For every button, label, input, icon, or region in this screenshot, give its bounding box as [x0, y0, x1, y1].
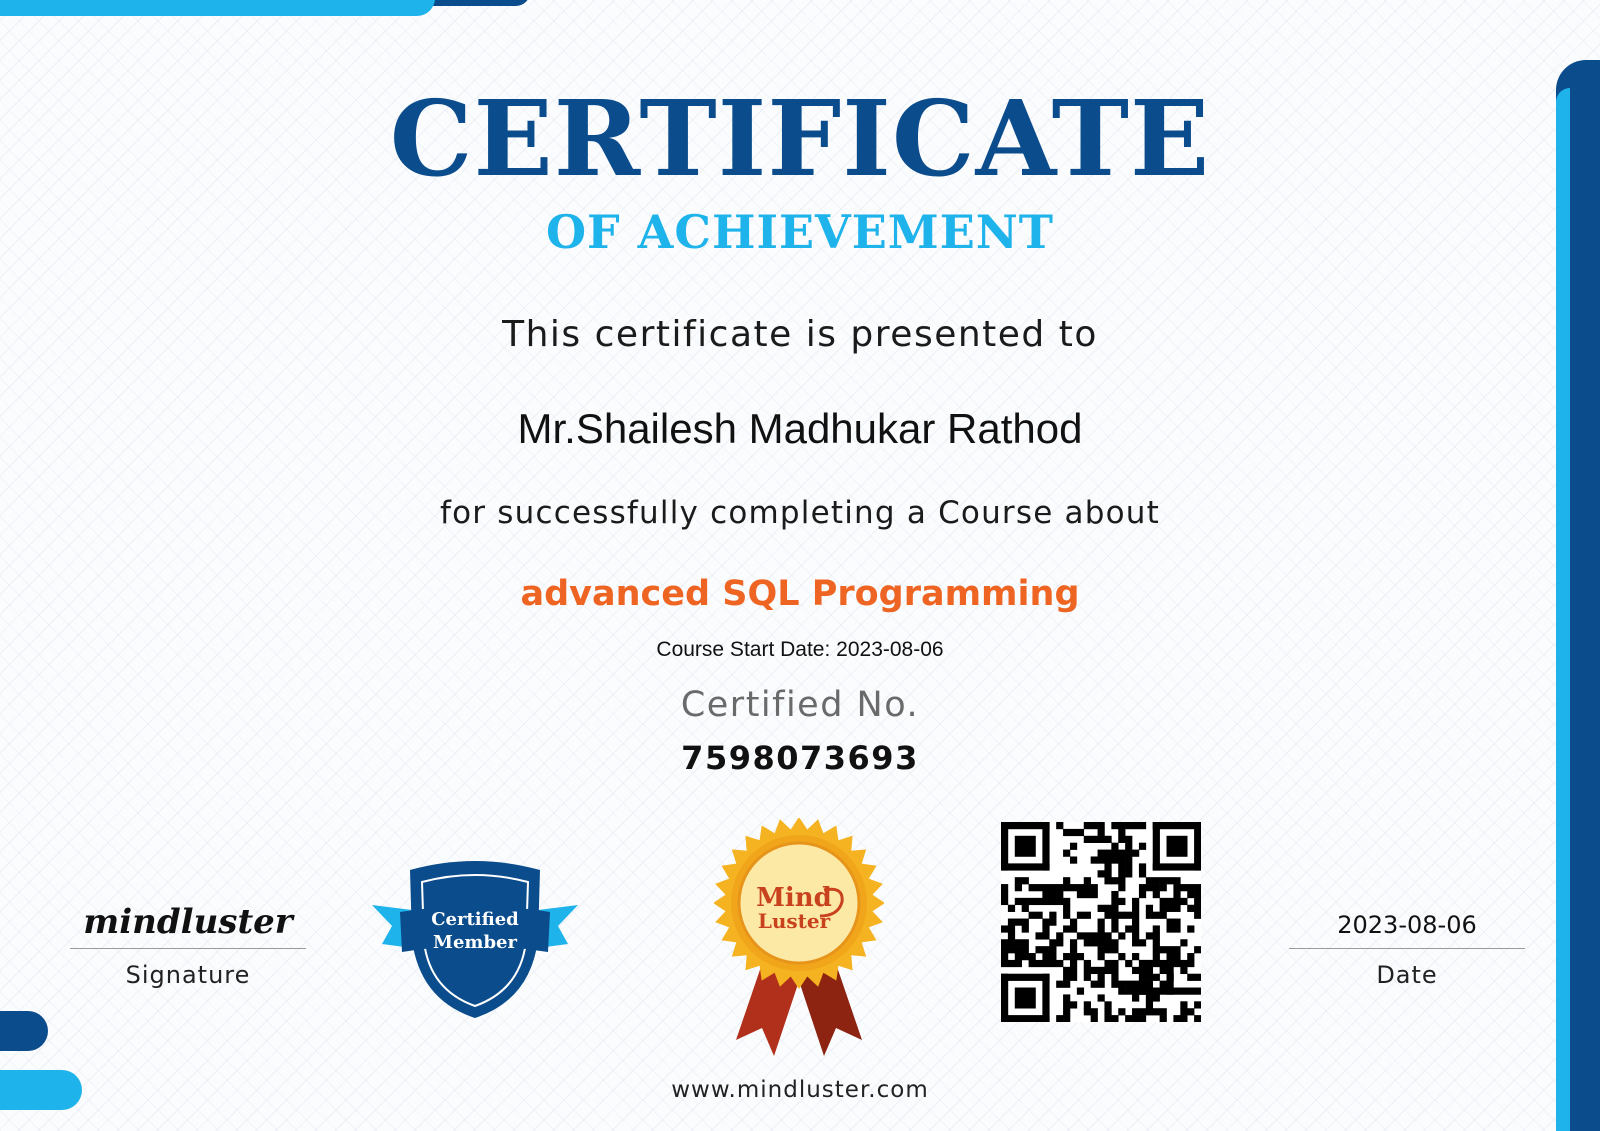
course-start-label: Course Start Date: [656, 638, 831, 661]
website-url: www.mindluster.com [671, 1077, 929, 1103]
date-label: Date [1376, 961, 1438, 989]
badge-text-line2: Member [433, 932, 517, 953]
issue-date: 2023-08-06 [1337, 911, 1477, 939]
course-start-date: 2023-08-06 [836, 638, 944, 661]
badge-text-line1: Certified [431, 909, 519, 930]
course-start-date-line [0, 636, 1600, 664]
signature-script: mindluster [83, 902, 293, 942]
certificate-title: CERTIFICATE [389, 77, 1211, 200]
signature-block [70, 900, 306, 991]
presented-to-text: This certificate is presented to [502, 314, 1098, 355]
qr-code-icon [1001, 822, 1201, 1022]
signature-line [70, 948, 306, 949]
bottom-left-decor-dark-bar [0, 1011, 48, 1051]
certified-number: 7598073693 [681, 739, 919, 777]
certified-number-label: Certified No. [680, 685, 920, 725]
seal-text-line1: Mind [756, 883, 832, 913]
course-name: advanced SQL Programming [520, 574, 1080, 614]
signature-label: Signature [125, 961, 251, 989]
seal-text-line2: Luster [757, 909, 831, 933]
completion-reason-text: for successfully completing a Course about [439, 495, 1161, 531]
gold-award-seal-icon [714, 818, 884, 1060]
date-block [1289, 909, 1525, 991]
recipient-name: Mr.Shailesh Madhukar Rathod [517, 405, 1083, 452]
certificate-subtitle: OF ACHIEVEMENT [545, 205, 1055, 259]
date-line [1289, 948, 1525, 949]
certified-member-shield-icon [370, 860, 580, 1025]
top-decor-light-bar [0, 0, 435, 16]
